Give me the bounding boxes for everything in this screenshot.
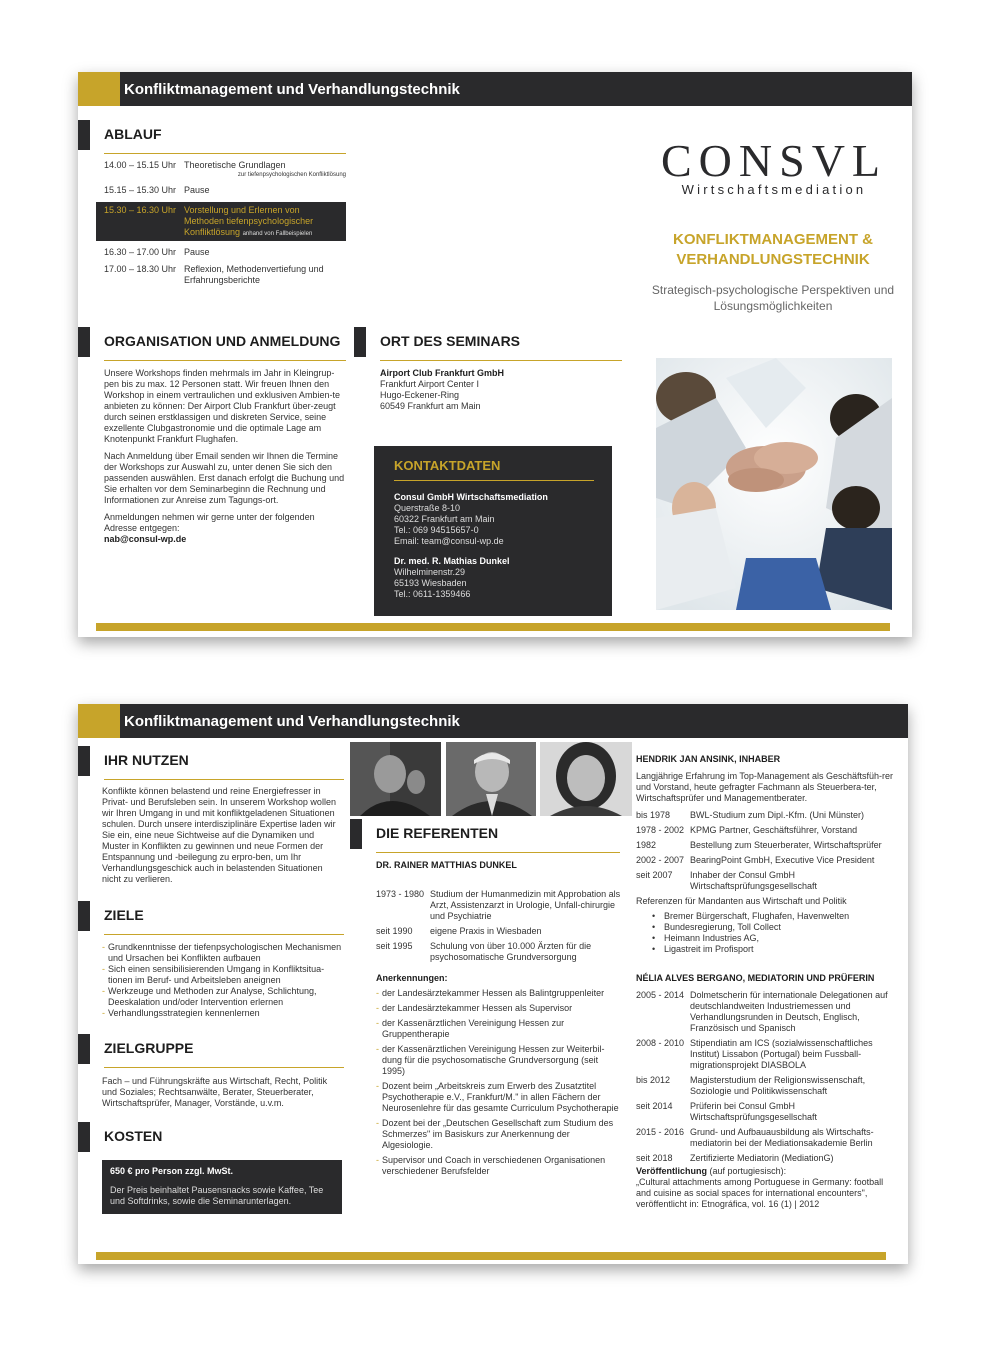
recognitions-list [376,988,622,1177]
benefits-text: Konflikte können belastend und reine Energiefresser in Privat- und Berufsleben sein. In unserem Workshop wollen wir Ihren Umgang in und mit konfliktgeladenen Situationen schulen. Durch unsere interdisziplinäre Expertise laden wir Sie ein, eine neue Sichtweise auf die Dynamiken und Muster in Konflikten zu gewinnen und neue Formen der Entspannung und -beilegung zu erpro-ben, um Ihr Verhandlungsgeschick auch in belastenden Situationen nicht zu verlieren. [102,786,336,884]
price: 650 € pro Person zzgl. MwSt. [110,1166,234,1176]
cv-row: seit 1995 Schulung von über 10.000 Ärzten für die psychosomatische Grundversorgung [376,941,592,962]
hero-subtitle: Strategisch-psychologische Perspektiven und Lösungsmöglichkeiten [651,283,895,313]
schedule [104,160,346,292]
list-item: - Grundkenntnisse der tiefenpsychologischen Mechanismen und Ursachen bei Konflikten aufbauen [102,942,342,963]
location-address: Airport Club Frankfurt GmbH Frankfurt Airport Center I Hugo-Eckener-Ring 60549 Frankfurt am Main [380,368,504,411]
references-list [636,911,898,955]
footer-accent-line [96,1252,886,1260]
cv-row: 2008 - 2010 Stipendiatin am ICS (sozialwissenschaftliches Institut) Lissabon (Portugal) beim Fussball-migrationsprojekt DIASBOLA [636,1038,873,1070]
header-title: Konfliktmanagement und Verhandlungstechnik [124,81,460,98]
schedule-row-highlighted: 15.30 – 16.30 Uhr Vorstellung und Erlernen von Methoden tiefenpsychologischer Konfliktlösung anhand von Fallbeispielen [96,202,346,241]
schedule-row: 17.00 – 18.30 Uhr Reflexion, Methodenvertiefung und Erfahrungsberichte [104,264,324,285]
speaker-dunkel: DR. RAINER MATTHIAS DUNKEL 1973 - 1980 Studium der Humanmedizin mit Approbation als Arzt, Assistenzarzt in Urologie, Unfall-chirurgie und Psychiatrie seit 1990 eigene Praxis in Wiesbaden seit 1995 Schulung von über 10.000 Ärzten für die psychosomatische Grundversorgung Anerkennungen: - der Landesärztekammer Hessen als Balintgruppenleiter - der Landesärztekammer Hessen als Supervisor - der Kassenärztlichen Vereinigung Hessen zur Gruppentherapie - der Kassenärztlichen Vereinigung Hessen zur Weiterbil-dung für die psychosomatische Grundversorgung (seit 1995) - Dozent beim „Arbeitskreis zum Erwerb des Zusatztitel Psychotherapie e.V., Frankfurt/M." in allen Fächern der Neurosenlehre für das gesamte Curriculum Psychotherapie - Dozent bei der „Deutschen Gesellschaft zum Studium des Schmerzes" im Basiskurs zur Anerkennung der Algesiologie. - Supervisor und Coach in verschiedenen Organisationen verschiedener Berufsfelder [376,860,621,1176]
target-group-text: Fach – und Führungskräfte aus Wirtschaft, Recht, Politik und Soziales; Rechtsanwälte, Berater, Steuerberater, Wirtschaftsprüfer, Manager, Vorstände, u.v.m. [102,1076,328,1108]
footer-accent-line [96,623,890,631]
cv-row: 1973 - 1980 Studium der Humanmedizin mit Approbation als Arzt, Assistenzarzt in Urologie, Unfall-chirurgie und Psychiatrie [376,889,621,921]
cv-row: bis 2012 Magisterstudium der Religionswissenschaft, Soziologie und Politikwissenschaft [636,1075,866,1096]
cv-row: seit 2007 Inhaber der Consul GmbH Wirtschaftsprüfungsgesellschaft [636,870,818,891]
list-item: • Bundesregierung, Toll Collect [636,922,898,933]
cv-row: seit 1990 eigene Praxis in Wiesbaden [376,926,542,936]
team-hands-photo [656,358,892,610]
list-item: - der Landesärztekammer Hessen als Balintgruppenleiter [376,988,605,998]
list-item: - Werkzeuge und Methoden zur Analyse, Schlichtung, Deeskalation und/oder Intervention erlernen [102,986,317,1007]
cv-row: 2005 - 2014 Dolmetscherin für internationale Delegationen auf deutschlandweiten Industriemessen und Verhandlungsrunden in Deutsch, Englisch, Französisch und Spanisch [636,990,888,1033]
list-item: - der Landesärztekammer Hessen als Supervisor [376,1003,573,1013]
list-item: - Verhandlungsstrategien kennenlernen [102,1008,260,1018]
list-item: • Bremer Bürgerschaft, Flughafen, Havenwelten [636,911,898,922]
header-bar [78,704,908,738]
organisation-text: Unsere Workshops finden mehrmals im Jahr in Kleingrup-pen bis zu max. 12 Personen statt. Wir freuen Ihnen den Workshop in einem vertraulichen und exklusiven Ambien-te anbieten zu können: Der Airport Club Frankfurt über-zeugt durch seinen erstklassigen und diskreten Service, seine exzellente Clubgastronomie und die optimale Lage am Knotenpunkt Frankfurt Flughafen. Nach Anmeldung über Email senden wir Ihnen die Termine der Workshops zur Auswahl zu, unter denen Sie sich den passenden auswählen. Erst danach erfolgt die Buchung und Sie erhalten vor dem Seminarbeginn die Rechnung und Informationen zur Anreise zum Tagungs-ort. Anmeldungen nehmen wir gerne unter der folgenden Adresse entgegen: nab@consul-wp.de [104,368,345,544]
cv-row: seit 2014 Prüferin bei Consul GmbH Wirtschaftsprüfungsgesellschaft [636,1101,818,1122]
header-title: Konfliktmanagement und Verhandlungstechnik [124,713,460,730]
list-item: - Dozent beim „Arbeitskreis zum Erwerb des Zusatztitel Psychotherapie e.V., Frankfurt/M." in allen Fächern der Neurosenlehre für das gesamte Curriculum Psychotherapie [376,1081,619,1113]
publication: Veröffentlichung (auf portugiesisch): [636,1166,787,1176]
schedule-row: 16.30 – 17.00 Uhr Pause [104,247,210,257]
brochure-outside: Konfliktmanagement und Verhandlungstechnik ABLAUF 14.00 – 15.15 Uhr Theoretische Grundlagen zur tiefenpsychologischen Konfliktlösung 15.15 – 15.30 Uhr Pause 15.30 – 16.30 Uhr Vorstellung und Erlernen von Methoden tiefenpsychologischer Konfliktlösung anhand von Fallbeispielen 16.30 – 17.00 Uhr Pause 17.00 – 18.30 Uhr Reflexion, Methodenvertiefung und Erfahrungsberichte CONSVL Wirtschaftsmediation KONFLIKTMANAGEMENT & VERHANDLUNGSTECHNIK Strategisch-psychologische Perspektiven und Lösungsmöglichkeiten ORGANISATION UND ANMELDUNG Unsere Workshops finden mehrmals im Jahr in Kleingrup-pen bis zu max. 12 Personen statt. Wir freuen Ihnen den Workshop in einem vertraulichen und exklusiven Ambien-te anbieten zu können: Der Airport Club Frankfurt über-zeugt durch seinen erstklassigen und diskreten Service, seine exzellente Clubgastronomie und die optimale Lage am Knotenpunkt Frankfurt Flughafen. Nach Anmeldung über Email senden wir Ihnen die Termine der Workshops zur Auswahl zu, unter denen Sie sich den passenden auswählen. Erst danach erfolgt die Buchung und Sie erhalten vor dem Seminarbeginn die Rechnung und Informationen zur Anreise zum Tagungs-ort. Anmeldungen nehmen wir gerne unter der folgenden Adresse entgegen: nab@consul-wp.de ORT DES SEMINARS Airport Club Frankfurt GmbH Frankfurt Airport Center I Hugo-Eckener-Ring 60549 Frankfurt am Main KONTAKTDATEN Consul GmbH Wirtschaftsmediation Querstraße 8-10 60322 Frankfurt am Main Tel.: 069 94515657-0 Email: team@consul-wp.de Dr. med. R. Mathias Dunkel Wilhelminenstr.29 65193 Wiesbaden Tel.: 0611-1359466 [78,72,912,637]
cv-row: 1978 - 2002 KPMG Partner, Geschäftsführer, Vorstand [636,825,858,835]
brochure-inside: Konfliktmanagement und Verhandlungstechnik IHR NUTZEN Konflikte können belastend und reine Energiefresser in Privat- und Berufsleben sein. In unserem Workshop wollen wir Ihren Umgang in und mit konfliktgeladenen Situationen schulen. Durch unsere interdisziplinäre Expertise laden wir Sie ein, eine neue Sichtweise auf die Dynamiken und Muster in Konflikten zu gewinnen und neue Formen der Entspannung und -beilegung zu erpro-ben, um Ihr Verhandlungsgeschick auch in belastenden Situationen nicht zu verlieren. ZIELE - Grundkenntnisse der tiefenpsychologischen Mechanismen und Ursachen bei Konflikten aufbauen - Sich einen sensibilisierenden Umgang in Konfliktsitua-tionen im Beruf- und Arbeitsleben aneignen - Werkzeuge und Methoden zur Analyse, Schlichtung, Deeskalation und/oder Intervention erlernen - Verhandlungsstrategien kennenlernen ZIELGRUPPE Fach – und Führungskräfte aus Wirtschaft, Recht, Politik und Soziales; Rechtsanwälte, Berater, Steuerberater, Wirtschaftsprüfer, Manager, Vorstände, u.v.m. KOSTEN 650 € pro Person zzgl. MwSt. Der Preis beinhaltet Pausensnacks sowie Kaffee, Tee und Softdrinks, sowie die Seminarunterlagen. DIE REFERENTEN DR. RAINER MATTHIAS DUNKEL 1973 - 1980 Studium der Humanmedizin mit Approbation als Arzt, Assistenzarzt in Urologie, Unfall-chirurgie und Psychiatrie seit 1990 eigene Praxis in Wiesbaden seit 1995 Schulung von über 10.000 Ärzten für die psychosomatische Grundversorgung Anerkennungen: - der Landesärztekammer Hessen als Balintgruppenleiter - der Landesärztekammer Hessen als Supervisor - der Kassenärztlichen Vereinigung Hessen zur Gruppentherapie - der Kassenärztlichen Vereinigung Hessen zur Weiterbil-dung für die psychosomatische Grundversorgung (seit 1995) - Dozent beim „Arbeitskreis zum Erwerb des Zusatztitel Psychotherapie e.V., Frankfurt/M." in allen Fächern der Neurosenlehre für das gesamte Curriculum Psychotherapie - Dozent bei der „Deutschen Gesellschaft zum Studium des Schmerzes" im Basiskurs zur Anerkennung der Algesiologie. - Supervisor und Coach in verschiedenen Organisationen verschiedener Berufsfelder HENDRIK JAN ANSINK, INHABER Langjährige Erfahrung im Top-Management als Geschäftsfüh-rer und Vorstand, heute gefragter Fachmann als Steuerbera-ter, Wirtschaftsprüfer und Managementberater. bis 1978 BWL-Studium zum Dipl.-Kfm. (Uni Münster) 1978 - 2002 KPMG Partner, Geschäftsführer, Vorstand 1982 Bestellung zum Steuerberater, Wirtschaftsprüfer 2002 - 2007 BearingPoint GmbH, Executive Vice President seit 2007 Inhaber der Consul GmbH Wirtschaftsprüfungsgesellschaft Referenzen für Mandanten aus Wirtschaft und Politik • Bremer Bürgerschaft, Flughafen, Havenwelten • Bundesregierung, Toll Collect • Heimann Industries AG, • Ligastreit im Profisport NÉLIA ALVES BERGANO, MEDIATORIN UND PRÜFERIN 2005 - 2014 Dolmetscherin für internationale Delegationen auf deutschlandweiten Industriemessen und Verhandlungsrunden in Deutsch, Englisch, Französisch und Spanisch 2008 - 2010 Stipendiatin am ICS (sozialwissenschaftliches Institut) Lissabon (Portugal) beim Fussball-migrationsprojekt DIASBOLA bis 2012 Magisterstudium der Religionswissenschaft, Soziologie und Politikwissenschaft seit 2014 Prüferin bei Consul GmbH Wirtschaftsprüfungsgesellschaft 2015 - 2016 Grund- und Aufbauausbildung als Wirtschafts-mediatorin bei der Mediationsakademie Berlin seit 2018 Zertifizierte Mediatorin (MediationG) Veröffentlichung (auf portugiesisch): „Cultural attachments among Portuguese in Germany: football and cuisine as social spaces for international encounters", veröffentlicht in: Etnográfica, vol. 16 (1) | 2012 [78,704,908,1264]
registration-email: nab@consul-wp.de [104,534,187,544]
list-item: - Sich einen sensibilisierenden Umgang in Konfliktsitua-tionen im Beruf- und Arbeitsleben aneignen [102,964,325,985]
costs-box: 650 € pro Person zzgl. MwSt. Der Preis beinhaltet Pausensnacks sowie Kaffee, Tee und Softdrinks, sowie die Seminarunterlagen. [102,1160,342,1214]
portrait-dunkel [350,742,441,816]
portrait-ansink [446,742,536,816]
list-item: - der Kassenärztlichen Vereinigung Hessen zur Weiterbil-dung für die psychosomatische Grundversorgung (seit 1995) [376,1044,605,1076]
list-item: - der Kassenärztlichen Vereinigung Hessen zur Gruppentherapie [376,1018,565,1039]
list-item: • Heimann Industries AG, [636,933,898,944]
schedule-row: 15.15 – 15.30 Uhr Pause [104,185,210,195]
list-item: • Ligastreit im Profisport [636,944,898,955]
cv-row: 1982 Bestellung zum Steuerberater, Wirtschaftsprüfer [636,840,882,850]
contact-box: KONTAKTDATEN Consul GmbH Wirtschaftsmediation Querstraße 8-10 60322 Frankfurt am Main Tel.: 069 94515657-0 Email: team@consul-wp.de Dr. med. R. Mathias Dunkel Wilhelminenstr.29 65193 Wiesbaden Tel.: 0611-1359466 [374,446,612,616]
cv-row: 2015 - 2016 Grund- und Aufbauausbildung als Wirtschafts-mediatorin bei der Mediationsakademie Berlin [636,1127,874,1148]
portrait-bergano [540,742,632,816]
speaker-ansink: HENDRIK JAN ANSINK, INHABER Langjährige Erfahrung im Top-Management als Geschäftsfüh-rer und Vorstand, heute gefragter Fachmann als Steuerbera-ter, Wirtschaftsprüfer und Managementberater. bis 1978 BWL-Studium zum Dipl.-Kfm. (Uni Münster) 1978 - 2002 KPMG Partner, Geschäftsführer, Vorstand 1982 Bestellung zum Steuerberater, Wirtschaftsprüfer 2002 - 2007 BearingPoint GmbH, Executive Vice President seit 2007 Inhaber der Consul GmbH Wirtschaftsprüfungsgesellschaft Referenzen für Mandanten aus Wirtschaft und Politik • Bremer Bürgerschaft, Flughafen, Havenwelten • Bundesregierung, Toll Collect • Heimann Industries AG, • Ligastreit im Profisport NÉLIA ALVES BERGANO, MEDIATORIN UND PRÜFERIN 2005 - 2014 Dolmetscherin für internationale Delegationen auf deutschlandweiten Industriemessen und Verhandlungsrunden in Deutsch, Englisch, Französisch und Spanisch 2008 - 2010 Stipendiatin am ICS (sozialwissenschaftliches Institut) Lissabon (Portugal) beim Fussball-migrationsprojekt DIASBOLA bis 2012 Magisterstudium der Religionswissenschaft, Soziologie und Politikwissenschaft seit 2014 Prüferin bei Consul GmbH Wirtschaftsprüfungsgesellschaft 2015 - 2016 Grund- und Aufbauausbildung als Wirtschafts-mediatorin bei der Mediationsakademie Berlin seit 2018 Zertifizierte Mediatorin (MediationG) Veröffentlichung (auf portugiesisch): „Cultural attachments among Portuguese in Germany: football and cuisine as social spaces for international encounters", veröffentlicht in: Etnográfica, vol. 16 (1) | 2012 [636,754,898,1210]
cv-row: seit 2018 Zertifizierte Mediatorin (MediationG) [636,1153,834,1163]
header-bar [78,72,912,106]
schedule-row: 14.00 – 15.15 Uhr Theoretische Grundlagen zur tiefenpsychologischen Konfliktlösung [104,160,346,178]
list-item: - Dozent bei der „Deutschen Gesellschaft zum Studium des Schmerzes" im Basiskurs zur Anerkennung der Algesiologie. [376,1118,614,1150]
header-accent [78,704,120,738]
list-item: - Supervisor und Coach in verschiedenen Organisationen verschiedener Berufsfelder [376,1155,606,1176]
header-accent [78,72,120,106]
cv-row: 2002 - 2007 BearingPoint GmbH, Executive Vice President [636,855,875,865]
cv-row: bis 1978 BWL-Studium zum Dipl.-Kfm. (Uni Münster) [636,810,865,820]
goals-list [102,942,342,1019]
company-logo: CONSVL Wirtschaftsmediation [660,135,888,197]
speaker-bergano-name: NÉLIA ALVES BERGANO, MEDIATORIN UND PRÜFERIN [636,973,875,983]
hero-title: KONFLIKTMANAGEMENT & VERHANDLUNGSTECHNIK [673,231,873,268]
